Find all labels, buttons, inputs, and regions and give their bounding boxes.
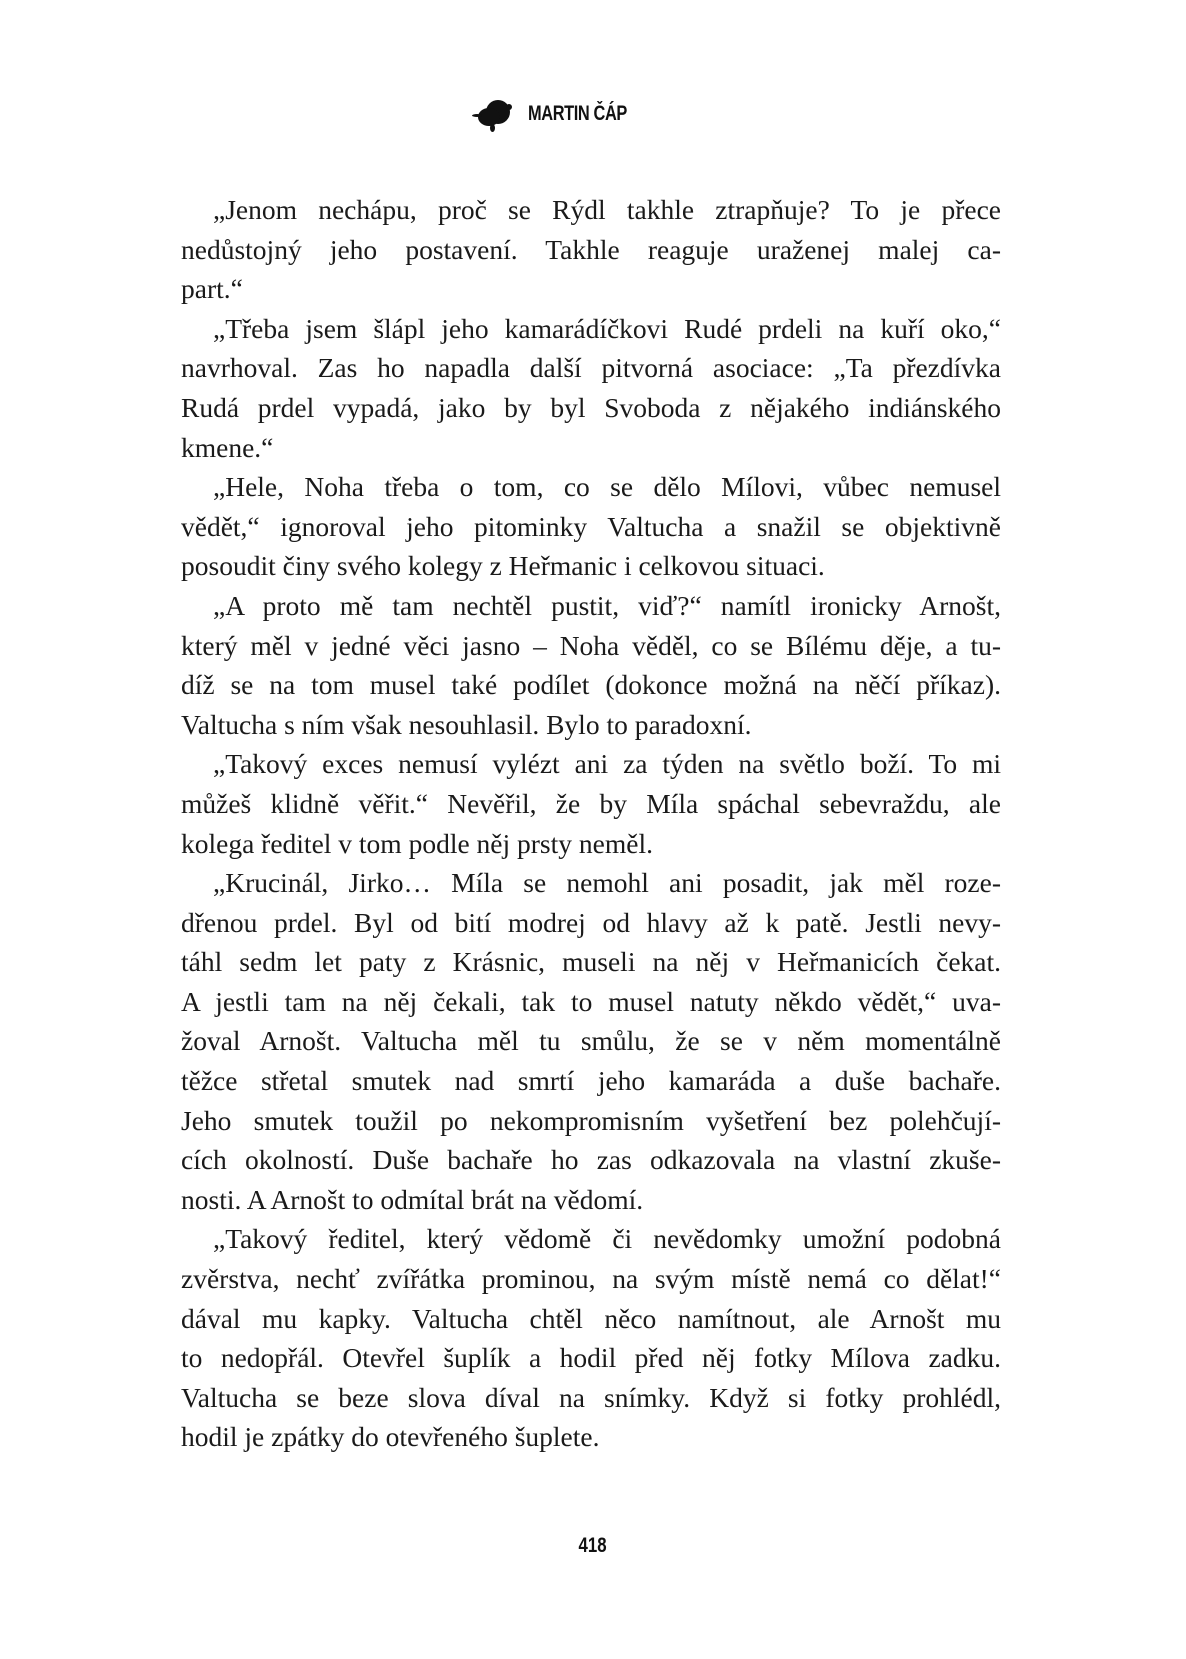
text-line: Valtucha se beze slova díval na snímky. Když si fotky prohlédl, [181,1381,1001,1413]
paragraph [181,1219,1001,1457]
text-line: „Jenom nechápu, proč se Rýdl takhle ztrapňuje? To je přece [213,194,1001,225]
text-line: Rudá prdel vypadá, jako by byl Svoboda z nějakého indiánského [181,391,1001,423]
text-line: nosti. A Arnošt to odmítal brát na vědomí. [181,1183,644,1215]
text-line: „Takový exces nemusí vylézt ani za týden na světlo boží. To mi [213,748,1001,780]
paragraph [181,744,1001,863]
paragraph [181,863,1001,1219]
running-header [472,96,655,132]
text-line: „Hele, Noha třeba o tom, co se dělo Mílovi, vůbec nemusel [213,471,1001,503]
text-line: zvěrstva, nechť zvířátka prominou, na svým místě nemá co dělat!“ [181,1263,1001,1295]
text-line: kolega ředitel v tom podle něj prsty neměl. [181,827,653,859]
chapter-body-text [181,190,1001,1457]
page-number-text: 418 [578,1534,608,1557]
text-line: navrhoval. Zas ho napadla další pitvorná asociace: „Ta přezdívka [181,352,1001,384]
text-line: který měl v jedné věci jasno – Noha věděl, co se Bílému děje, a tu- [181,629,1001,661]
text-line: dřenou prdel. Byl od bití modrej od hlavy až k patě. Jestli nevy- [181,906,1001,938]
text-line: cích okolností. Duše bachaře ho zas odkazovala na vlastní zkuše- [181,1144,1001,1176]
page-number [0,1534,1186,1558]
paragraph [181,309,1001,467]
text-line: díž se na tom musel také podílet (dokonce možná na něčí příkaz). [181,669,1001,701]
text-line: Jeho smutek toužil po nekompromisním vyšetření bez polehčují- [181,1104,1001,1136]
text-line: „A proto mě tam nechtěl pustit, viď?“ namítl ironicky Arnošt, [213,589,1001,621]
text-line: můžeš klidně věřit.“ Nevěřil, že by Míla spáchal sebevraždu, ale [181,787,1001,819]
text-line: táhl sedm let paty z Krásnic, museli na něj v Heřmanicích čekat. [181,946,1001,978]
text-line: vědět,“ ignoroval jeho pitominky Valtucha a snažil se objektivně [181,510,1001,542]
text-line: nedůstojný jeho postavení. Takhle reaguje uraženej malej ca- [181,233,1001,265]
author-name: MARTIN ČÁP [528,102,627,125]
text-line: hodil je zpátky do otevřeného šuplete. [181,1421,600,1453]
text-line: „Takový ředitel, který vědomě či nevědomky umožní podobná [213,1223,1001,1255]
text-line: žoval Arnošt. Valtucha měl tu smůlu, že se v něm momentálně [181,1025,1001,1057]
text-line: „Třeba jsem šlápl jeho kamarádíčkovi Rudé prdeli na kuří oko,“ [213,312,1001,344]
text-line: Valtucha s ním však nesouhlasil. Bylo to paradoxní. [181,708,752,740]
text-line: A jestli tam na něj čekali, tak to musel natuty někdo vědět,“ uva- [181,985,1001,1017]
text-line: to nedopřál. Otevřel šuplík a hodil před něj fotky Mílova zadku. [181,1342,1001,1374]
text-line: dával mu kapky. Valtucha chtěl něco namítnout, ale Arnošt mu [181,1302,1001,1334]
text-line: „Krucinál, Jirko… Míla se nemohl ani posadit, jak měl roze- [213,867,1001,899]
paragraph [181,467,1001,586]
text-line: těžce střetal smutek nad smrtí jeho kamaráda a duše bachaře. [181,1065,1001,1097]
text-line: kmene.“ [181,431,274,463]
paragraph [181,586,1001,744]
ink-blot-icon [472,96,516,132]
paragraph [181,190,1001,309]
text-line: part.“ [181,273,243,305]
text-line: posoudit činy svého kolegy z Heřmanic i celkovou situaci. [181,550,825,582]
